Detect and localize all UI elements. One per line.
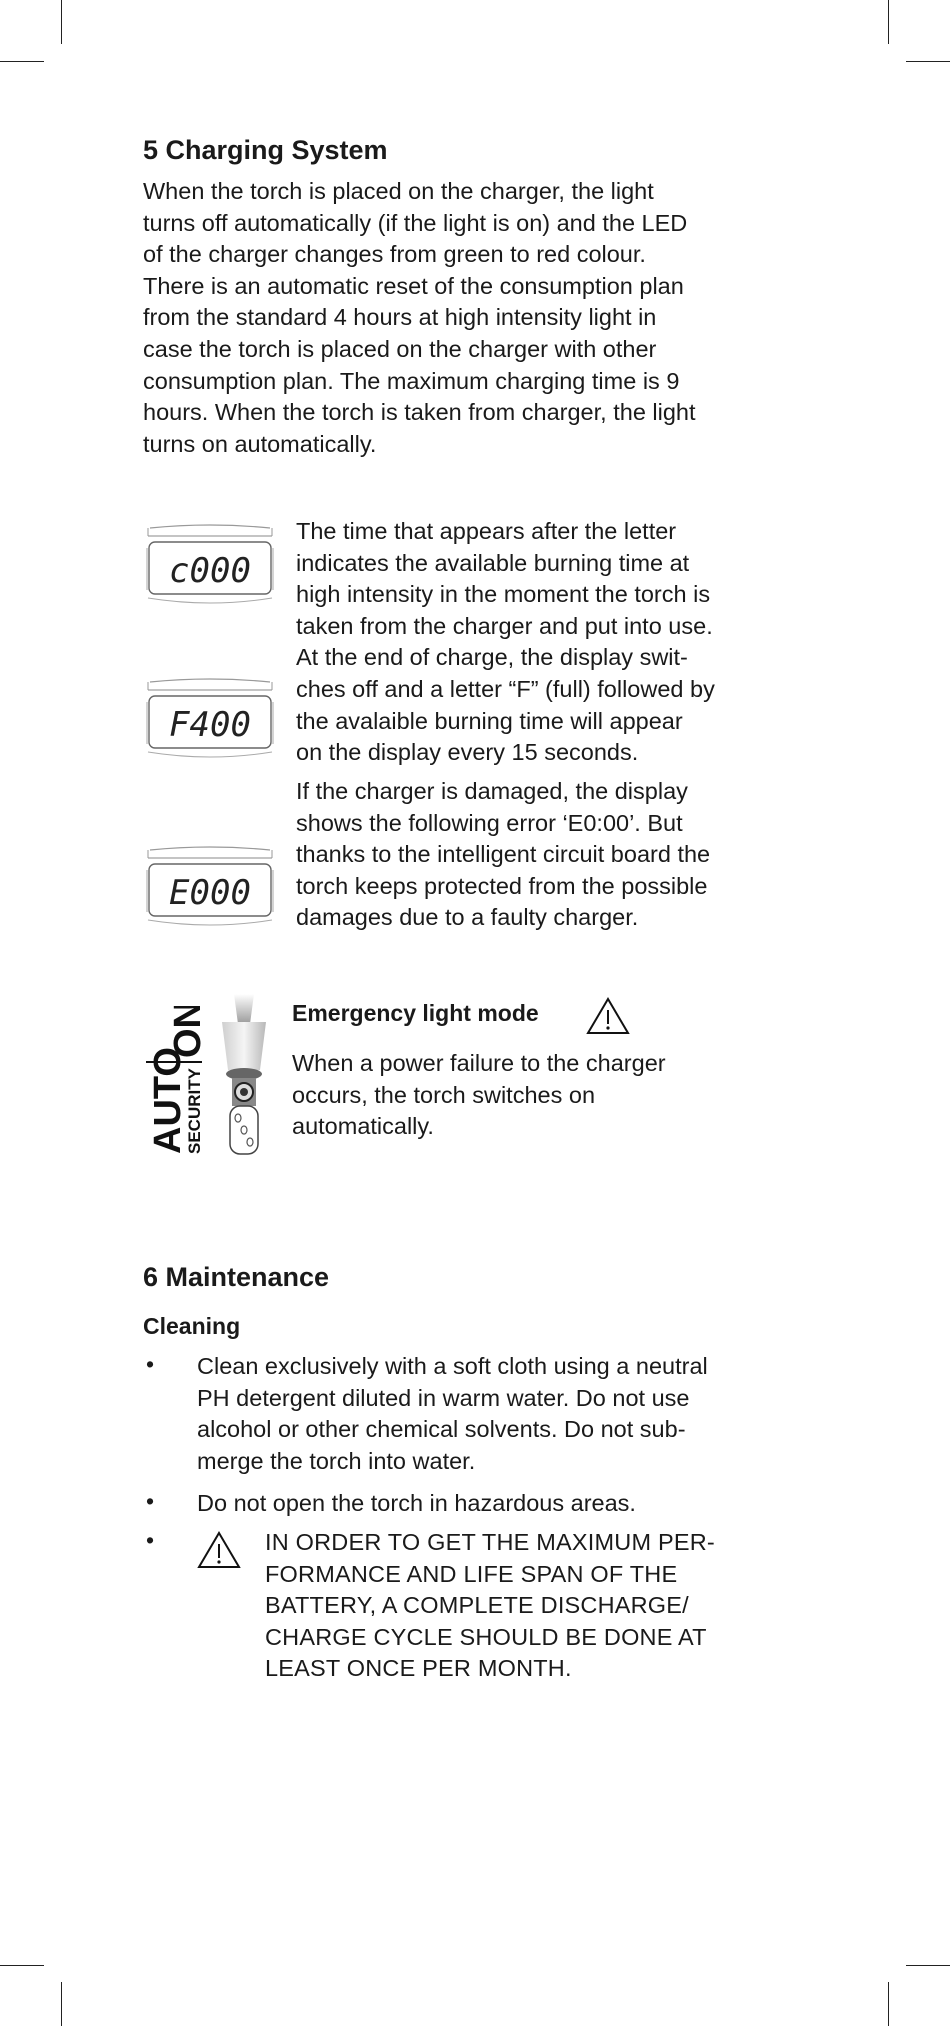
emergency-heading: Emergency light mode bbox=[292, 1000, 539, 1026]
text-line: taken from the charger and put into use. bbox=[296, 612, 713, 639]
text-line: FORMANCE AND LIFE SPAN OF THE bbox=[265, 1560, 678, 1587]
bullet-marker: • bbox=[146, 1488, 155, 1514]
bullet-marker: • bbox=[146, 1351, 155, 1377]
text-line: turns on automatically. bbox=[143, 430, 377, 457]
lcd-reading: F400 bbox=[169, 705, 251, 745]
lcd-display-icon bbox=[146, 672, 274, 762]
text-line: Clean exclusively with a soft cloth using a neutral bbox=[197, 1353, 708, 1379]
text-line: There is an automatic reset of the consumption plan bbox=[143, 272, 684, 299]
text-line: The time that appears after the letter bbox=[296, 518, 677, 544]
logo-auto: AUTO bbox=[147, 1047, 189, 1154]
text-line: alcohol or other chemical solvents. Do not sub- bbox=[197, 1416, 686, 1443]
text-line: of the charger changes from green to red colour. bbox=[143, 241, 646, 268]
bullet-text bbox=[197, 1351, 765, 1477]
warning-triangle-icon bbox=[196, 1530, 242, 1570]
logo-on: ON bbox=[167, 1006, 206, 1058]
crop-mark bbox=[906, 61, 950, 62]
bullet-marker: • bbox=[146, 1527, 155, 1553]
lcd-display-icon bbox=[146, 518, 274, 608]
lcd-reading: c000 bbox=[169, 551, 251, 591]
section-heading: 6 Maintenance bbox=[143, 1262, 330, 1292]
crop-mark bbox=[61, 1982, 62, 2026]
emergency-paragraph bbox=[292, 1048, 772, 1143]
text-line: merge the torch into water. bbox=[197, 1447, 476, 1474]
crop-mark bbox=[888, 0, 889, 44]
text-line: CHARGE CYCLE SHOULD BE DONE AT bbox=[265, 1623, 707, 1650]
warning-triangle-icon bbox=[585, 996, 631, 1036]
text-line: shows the following error ‘E0:00’. But bbox=[296, 809, 683, 836]
text-line: thanks to the intelligent circuit board the bbox=[296, 841, 711, 868]
text-line: ches off and a letter “F” (full) followed by bbox=[296, 675, 715, 702]
crop-mark bbox=[888, 1982, 889, 2026]
text-line: If the charger is damaged, the display bbox=[296, 778, 688, 804]
bullet-text: Do not open the torch in hazardous areas. bbox=[197, 1490, 636, 1516]
lcd-display-icon bbox=[146, 840, 274, 930]
text-line: case the torch is placed on the charger with other bbox=[143, 335, 657, 362]
text-line: IN ORDER TO GET THE MAXIMUM PER- bbox=[265, 1529, 715, 1555]
text-line: on the display every 15 seconds. bbox=[296, 739, 639, 766]
crop-mark bbox=[61, 0, 62, 44]
text-line: PH detergent diluted in warm water. Do not use bbox=[197, 1384, 690, 1411]
charging-paragraph bbox=[143, 176, 783, 460]
text-line: high intensity in the moment the torch is bbox=[296, 581, 711, 608]
text-line: When the torch is placed on the charger, the light bbox=[143, 178, 654, 204]
text-line: damages due to a faulty charger. bbox=[296, 904, 639, 931]
text-line: When a power failure to the charger bbox=[292, 1050, 666, 1076]
crop-mark bbox=[0, 1965, 44, 1966]
warning-text bbox=[265, 1527, 765, 1685]
logo-security: SECURITY bbox=[185, 1068, 204, 1154]
text-line: torch keeps protected from the possible bbox=[296, 872, 708, 899]
torch-icon bbox=[210, 994, 278, 1156]
auto-security-logo bbox=[144, 1006, 206, 1154]
text-line: consumption plan. The maximum charging time is 9 bbox=[143, 367, 680, 394]
text-line: BATTERY, A COMPLETE DISCHARGE/ bbox=[265, 1592, 689, 1619]
crop-mark bbox=[906, 1965, 950, 1966]
lcd-reading: E000 bbox=[169, 873, 251, 913]
text-line: LEAST ONCE PER MONTH. bbox=[265, 1655, 572, 1682]
section-heading: 5 Charging System bbox=[143, 135, 388, 165]
text-line: from the standard 4 hours at high intensity light in bbox=[143, 304, 657, 331]
text-line: automatically. bbox=[292, 1113, 434, 1140]
text-line: turns off automatically (if the light is on) and the LED bbox=[143, 209, 688, 236]
crop-mark bbox=[0, 61, 44, 62]
subheading: Cleaning bbox=[143, 1313, 241, 1339]
text-line: hours. When the torch is taken from charger, the light bbox=[143, 399, 696, 426]
display-paragraph bbox=[296, 516, 776, 769]
error-paragraph bbox=[296, 776, 776, 934]
text-line: the avalaible burning time will appear bbox=[296, 707, 683, 734]
text-line: indicates the available burning time at bbox=[296, 549, 690, 576]
text-line: At the end of charge, the display swit- bbox=[296, 644, 688, 671]
text-line: occurs, the torch switches on bbox=[292, 1081, 596, 1108]
